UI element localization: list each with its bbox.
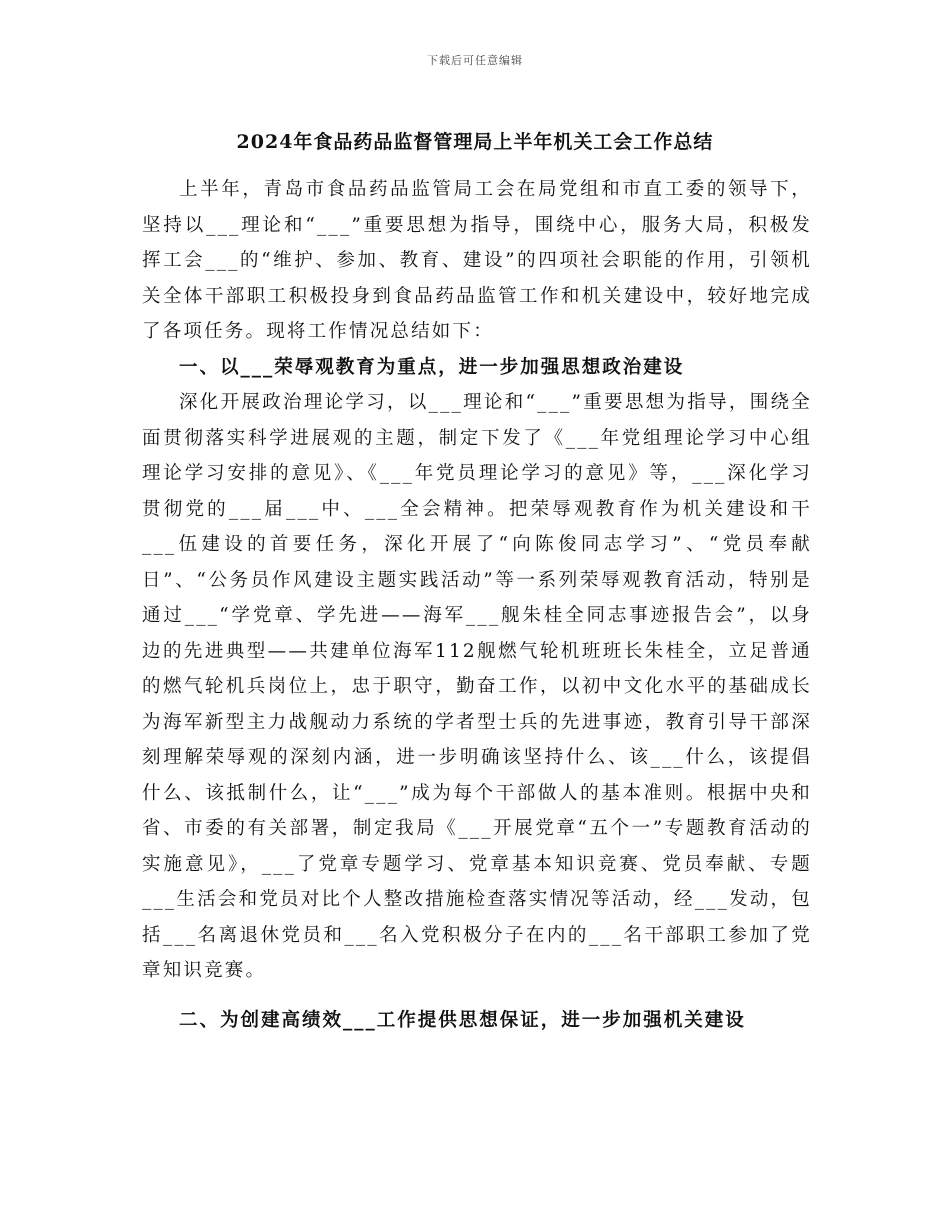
section-heading-2: 二、为创建高绩效___工作提供思想保证，进一步加强机关建设	[179, 1009, 746, 1031]
document-title: 2024年食品药品监督管理局上半年机关工会工作总结	[236, 131, 714, 153]
section-1-paragraph: 深化开展政治理论学习，以___理论和“___”重要思想为指导，围绕全面贯彻落实科学进展观的主题，制定下发了《___年党组理论学习中心组理论学习安排的意见》、《___年党员理论学习的意见》等，___深化学习贯彻党的___届___中、___全会精神。把荣辱观教育作为机关建设和干___伍建设的首要任务，深化开展了“向陈俊同志学习”、“党员奉献日”、“公务员作风建设主题实践活动”等一系列荣辱观教育活动，特别是通过___“学党章、学先进——海军___舰朱桂全同志事迹报告会”，以身边的先进典型——共建单位海军112舰燃气轮机班班长朱桂全，立足普通的燃气轮机兵岗位上，忠于职守，勤奋工作，以初中文化水平的基础成长为海军新型主力战舰动力系统的学者型士兵的先进事迹，教育引导干部深刻理解荣辱观的深刻内涵，进一步明确该坚持什么、该___什么，该提倡什么、该抵制什么，让“___”成为每个干部做人的基本准则。根据中央和省、市委的有关部署，制定我局《___开展党章“五个一”专题教育活动的实施意见》，___了党章专题学习、党章基本知识竞赛、党员奉献、专题___生活会和党员对比个人整改措施检查落实情况等活动，经___发动，包括___名离退休党员和___名入党积极分子在内的___名干部职工参加了党章知识竞赛。	[142, 392, 812, 981]
document-body	[142, 172, 812, 1038]
section-heading-1: 一、以___荣辱观教育为重点，进一步加强思想政治建设	[179, 356, 685, 378]
header-note: 下载后可任意编辑	[427, 54, 523, 67]
intro-paragraph: 上半年，青岛市食品药品监管局工会在局党组和市直工委的领导下，坚持以___理论和“___”重要思想为指导，围绕中心，服务大局，积极发挥工会___的“维护、参加、教育、建设”的四项社会职能的作用，引领机关全体干部职工积极投身到食品药品监管工作和机关建设中，较好地完成了各项任务。现将工作情况总结如下：	[142, 179, 812, 342]
